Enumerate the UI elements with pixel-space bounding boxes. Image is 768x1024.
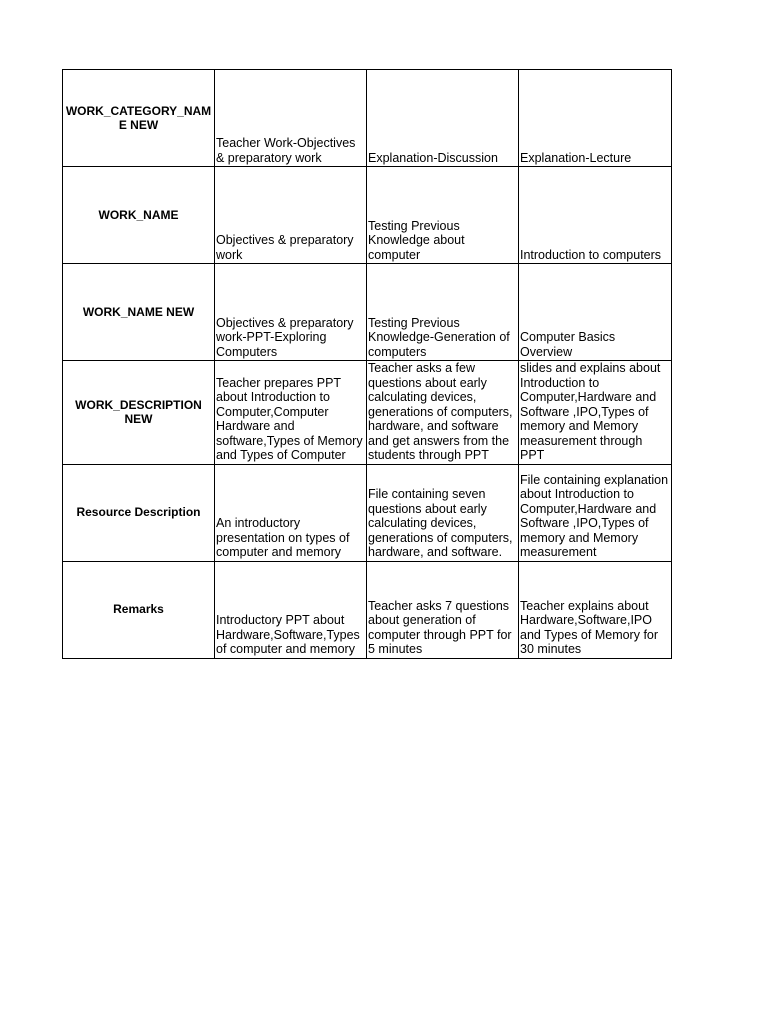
cell-text: Testing Previous Knowledge-Generation of computers [368,315,510,359]
table-cell [519,464,672,561]
row-header-cell [63,167,215,264]
table-cell [519,167,672,264]
row-header-cell [63,264,215,361]
row-header-label: Remarks [113,602,164,616]
cell-text: Introductory PPT about Hardware,Software,Types of computer and memory [216,613,360,656]
table-cell [367,561,519,658]
cell-text: Explanation-Discussion [368,150,498,165]
table-cell [367,167,519,264]
cell-text: Objectives & preparatory work [216,233,354,262]
table-row-work-name [63,167,672,264]
row-header-cell [63,464,215,561]
cell-text: Introduction to computers [520,247,662,262]
table-row-work-category-name-new [63,70,672,167]
row-header-label: WORK_CATEGORY_NAME NEW [65,103,212,132]
table-cell [367,70,519,167]
table-cell [215,464,367,561]
table-cell [215,264,367,361]
cell-text: slides and explains about Introduction to Computer,Hardware and Software ,IPO,Types of memory and Memory measurement through PPT [520,361,661,462]
table-row-remarks [63,561,672,658]
table-cell [519,70,672,167]
row-header-cell [63,561,215,658]
table-cell [215,361,367,465]
row-header-label: WORK_DESCRIPTION NEW [75,397,202,426]
cell-text: File containing explanation about Introduction to Computer,Hardware and Software ,IPO,Types of memory and Memory measurement [520,472,669,559]
table-row-work-description-new [63,361,672,465]
table-cell [519,264,672,361]
table-cell [519,361,672,465]
row-header-cell [63,361,215,465]
row-header-cell [63,70,215,167]
row-header-label: Resource Description [76,505,201,519]
work-table [62,69,672,659]
table-row-resource-description [63,464,672,561]
table-cell [367,361,519,465]
table-cell [519,561,672,658]
cell-text: Teacher asks 7 questions about generation of computer through PPT for 5 minutes [368,598,512,656]
table-cell [367,264,519,361]
cell-text: Teacher prepares PPT about Introduction to Computer,Computer Hardware and software,Types of Memory and Types of Computer [216,375,363,462]
table-cell [215,70,367,167]
spreadsheet-page [62,69,671,659]
cell-text: Objectives & preparatory work-PPT-Exploring Computers [216,315,354,359]
table-cell [215,561,367,658]
cell-text: An introductory presentation on types of computer and memory [216,516,350,559]
row-header-label: WORK_NAME NEW [82,304,195,319]
cell-text: Teacher Work-Objectives & preparatory work [216,136,356,165]
cell-text: Computer Basics Overview [520,330,616,359]
cell-text: Explanation-Lecture [520,150,632,165]
table-cell [215,167,367,264]
cell-text: Teacher asks a few questions about early calculating devices, generations of computers, hardware, and software and get answers from the students through PPT [368,361,513,462]
cell-text: Teacher explains about Hardware,Software,IPO and Types of Memory for 30 minutes [520,598,659,656]
cell-text: Testing Previous Knowledge about computer [368,218,465,262]
cell-text: File containing seven questions about early calculating devices, generations of computers, hardware, and software. [368,487,513,559]
table-row-work-name-new [63,264,672,361]
row-header-label: WORK_NAME [98,207,179,222]
table-cell [367,464,519,561]
